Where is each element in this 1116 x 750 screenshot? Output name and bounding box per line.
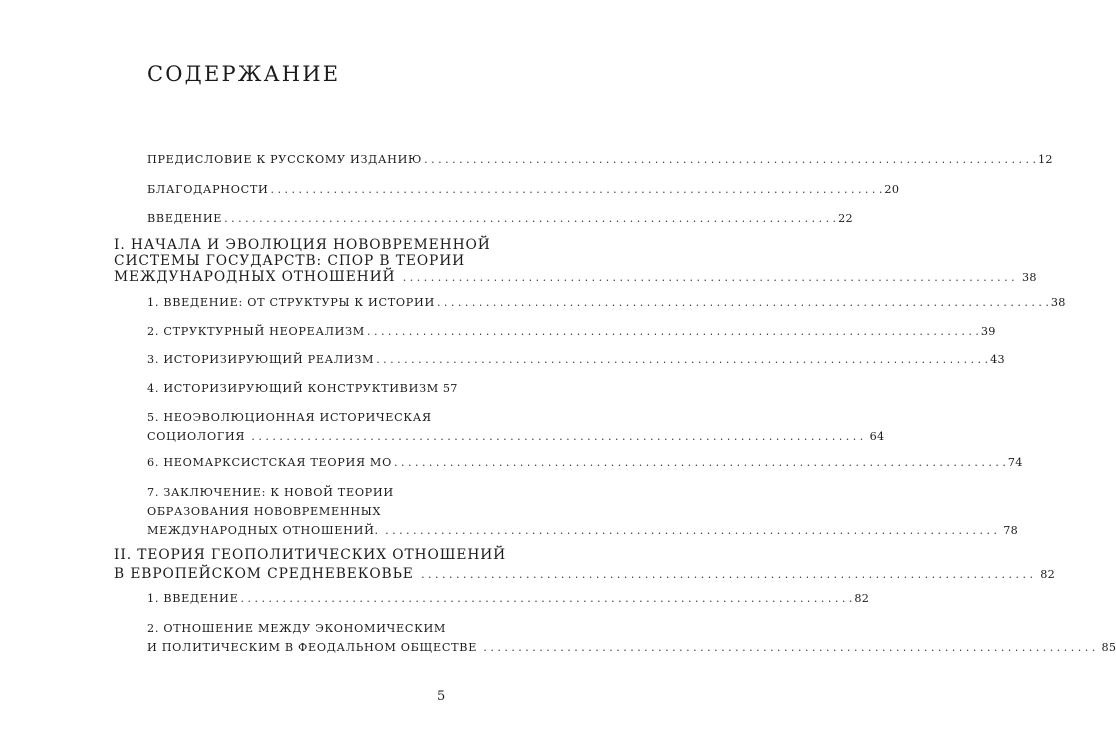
toc-entry-title: 1. ВВЕДЕНИЕ (147, 592, 239, 605)
dot-leader (424, 153, 1036, 166)
toc-entry-2-1[interactable] (147, 592, 870, 605)
toc-entry-acknowledgements[interactable] (147, 183, 900, 196)
toc-page-number: 43 (990, 353, 1005, 366)
toc-page-number: 64 (869, 430, 885, 443)
page-title: СОДЕРЖАНИЕ (147, 62, 341, 86)
toc-chapter-1[interactable] (114, 237, 1037, 285)
toc-entry-title: МЕЖДУНАРОДНЫХ ОТНОШЕНИЙ. (147, 524, 379, 537)
toc-entry-title: 7. ЗАКЛЮЧЕНИЕ: К НОВОЙ ТЕОРИИ (147, 486, 394, 499)
dot-leader (421, 568, 1033, 581)
dot-leader (224, 212, 836, 225)
dot-leader (240, 592, 852, 605)
toc-entry-title: И ПОЛИТИЧЕСКИМ В ФЕОДАЛЬНОМ ОБЩЕСТВЕ (147, 641, 478, 654)
toc-entry-title: 2. СТРУКТУРНЫЙ НЕОРЕАЛИЗМ (147, 325, 365, 338)
toc-entry-2-2[interactable] (147, 619, 1116, 657)
toc-entry-preface[interactable] (147, 153, 1053, 166)
page-number: 5 (437, 689, 446, 704)
toc-page-number: 74 (1007, 456, 1023, 469)
toc-entry-introduction[interactable] (147, 212, 853, 225)
toc-entry-title: В ЕВРОПЕЙСКОМ СРЕДНЕВЕКОВЬЕ (114, 566, 414, 582)
toc-page-number: 57 (442, 382, 458, 395)
dot-leader (367, 325, 979, 338)
dot-leader (271, 183, 883, 196)
toc-entry-title: МЕЖДУНАРОДНЫХ ОТНОШЕНИЙ (114, 269, 396, 285)
toc-page-number: 78 (1003, 524, 1019, 537)
toc-entry-title: СИСТЕМЫ ГОСУДАРСТВ: СПОР В ТЕОРИИ (114, 253, 466, 269)
dot-leader (376, 353, 988, 366)
toc-entry-title: ВВЕДЕНИЕ (147, 212, 223, 225)
toc-entry-title: 2. ОТНОШЕНИЕ МЕЖДУ ЭКОНОМИЧЕСКИМ (147, 622, 447, 635)
dot-leader (385, 524, 997, 537)
toc-chapter-2[interactable] (114, 544, 1056, 582)
toc-entry-1-1[interactable] (147, 296, 1066, 309)
toc-entry-title: БЛАГОДАРНОСТИ (147, 183, 269, 196)
toc-page-number: 39 (980, 325, 996, 338)
toc-entry-1-4[interactable] (147, 382, 457, 395)
dot-leader (403, 271, 1015, 284)
toc-page-number: 38 (1050, 296, 1066, 309)
toc-entry-1-2[interactable] (147, 325, 996, 338)
toc-page-number: 82 (854, 592, 870, 605)
toc-page-number: 20 (884, 183, 900, 196)
toc-page-number: 38 (1021, 271, 1037, 284)
dot-leader (251, 430, 863, 443)
toc-page-number: 22 (838, 212, 853, 225)
toc-entry-1-3[interactable] (147, 353, 1005, 366)
toc-page-number: 82 (1040, 568, 1056, 581)
toc-entry-title: 3. ИСТОРИЗИРУЮЩИЙ РЕАЛИЗМ (147, 353, 375, 366)
toc-entry-title: ОБРАЗОВАНИЯ НОВОВРЕМЕННЫХ (147, 505, 382, 518)
toc-page-number: 12 (1038, 153, 1053, 166)
dot-leader (437, 296, 1049, 309)
dot-leader (394, 456, 1006, 469)
toc-entry-title: 4. ИСТОРИЗИРУЮЩИЙ КОНСТРУКТИВИЗМ (147, 382, 439, 395)
toc-page-number: 85 (1101, 641, 1116, 654)
toc-entry-1-6[interactable] (147, 456, 1023, 469)
toc-entry-1-5[interactable] (147, 408, 885, 446)
toc-entry-title: II. ТЕОРИЯ ГЕОПОЛИТИЧЕСКИХ ОТНОШЕНИЙ (114, 547, 507, 563)
toc-entry-title: 5. НЕОЭВОЛЮЦИОННАЯ ИСТОРИЧЕСКАЯ (147, 411, 432, 424)
toc-entry-title: I. НАЧАЛА И ЭВОЛЮЦИЯ НОВОВРЕМЕННОЙ (114, 237, 491, 253)
toc-entry-title: ПРЕДИСЛОВИЕ К РУССКОМУ ИЗДАНИЮ (147, 153, 423, 166)
toc-entry-title: СОЦИОЛОГИЯ (147, 430, 246, 443)
toc-entry-title: 6. НЕОМАРКСИСТСКАЯ ТЕОРИЯ МО (147, 456, 392, 469)
toc-entry-1-7[interactable] (147, 483, 1019, 540)
toc-entry-title: 1. ВВЕДЕНИЕ: ОТ СТРУКТУРЫ К ИСТОРИИ (147, 296, 435, 309)
dot-leader (483, 641, 1095, 654)
